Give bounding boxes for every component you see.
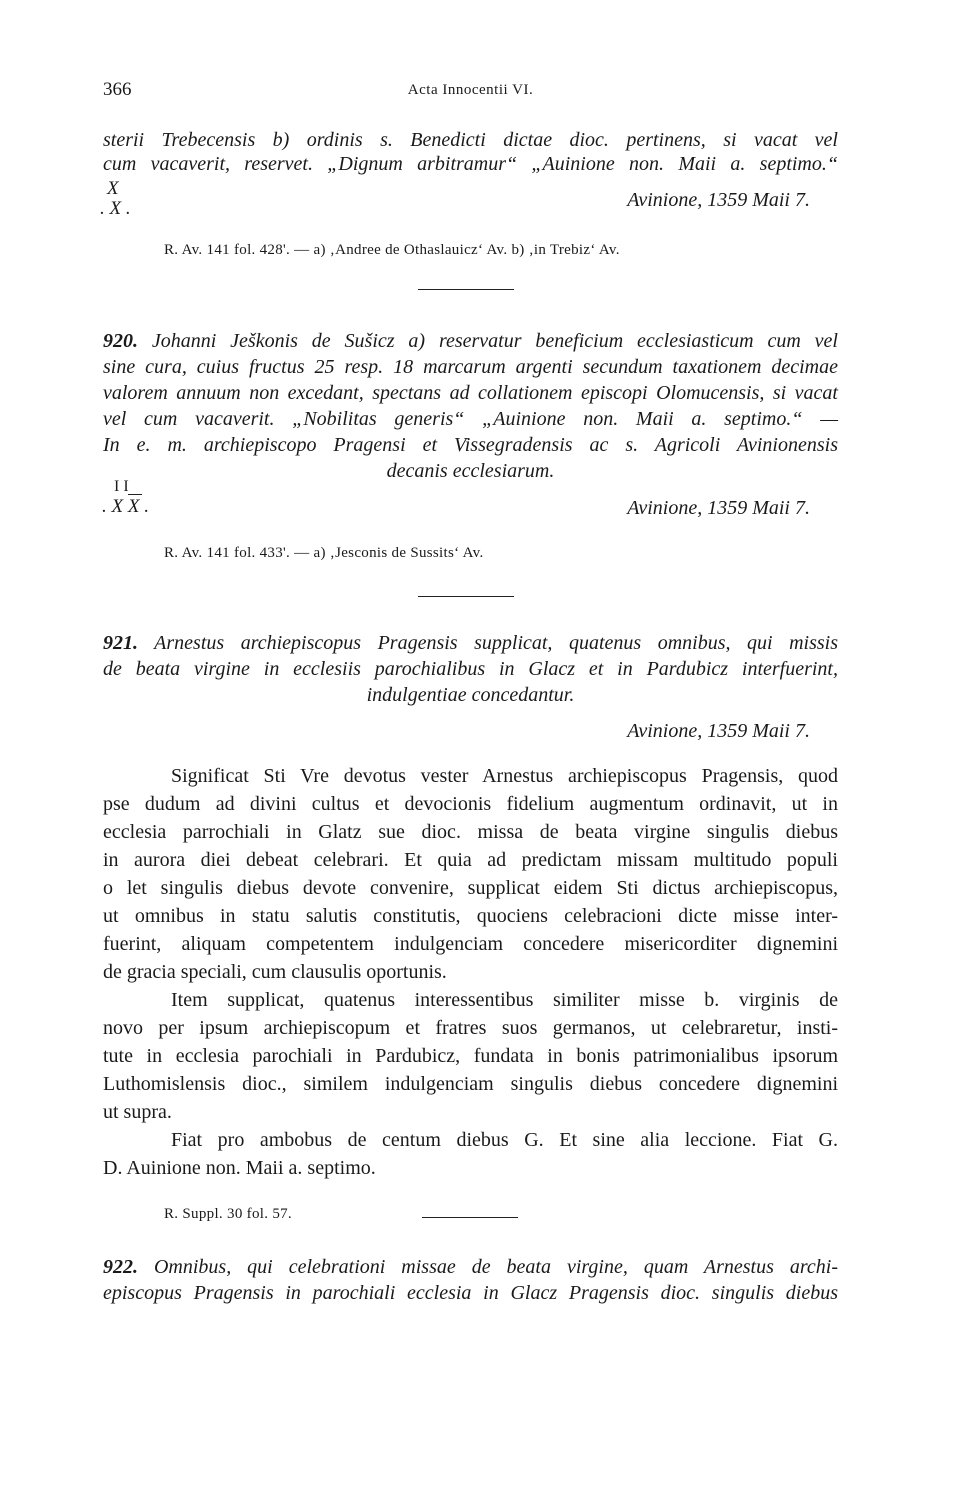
entry-922-heading-line-2: episcopus Pragensis in parochiali ecclesia in Glacz Pragensis dioc. singulis diebus [103, 1282, 838, 1304]
entry-919-line-2: cum vacaverit, reservet. „Dignum arbitramur“ „Auinione non. Maii a. septimo.“ [103, 153, 838, 175]
body-line: ut omnibus in statu salutis constitutis, quociens celebracioni dicte misse inter- [103, 905, 838, 927]
chancery-mark-bottom: . X . [100, 198, 131, 219]
body-line: Significat Sti Vre devotus vester Arnestus archiepiscopus Pragensis, quod [171, 765, 838, 787]
body-line: ecclesia parrochiali in Glatz sue dioc. missa de beata virgine singulis diebus [103, 821, 838, 843]
section-divider [418, 596, 514, 597]
body-line: ut supra. [103, 1101, 172, 1123]
body-line: Luthomislensis dioc., similem indulgenciam singulis diebus concedere dignemini [103, 1073, 838, 1095]
entry-919-line-1: sterii Trebecensis b) ordinis s. Benedicti dictae dioc. pertinens, si vacat vel [103, 129, 838, 151]
body-line: o let singulis diebus devote convenire, supplicat eidem Sti dictus archiepiscopus, [103, 877, 838, 899]
entry-number: 922. [103, 1256, 138, 1278]
chancery-mark-rule [128, 494, 142, 495]
entry-920-text: Johanni Ješkonis de Sušicz a) reservatur beneficium ecclesiasticum cum vel [151, 330, 838, 352]
entry-920-heading-line-5: In e. m. archiepiscopo Pragensi et Vissegradensis ac s. Agricoli Avinionensis [103, 434, 838, 456]
body-line: D. Auinione non. Maii a. septimo. [103, 1157, 376, 1179]
entry-920-heading-line-6: decanis ecclesiarum. [386, 460, 555, 482]
entry-920-heading-line-3: valorem annuum non excedant, spectans ad collationem episcopi Olomucensis, si vacat [103, 382, 838, 404]
entry-920-heading-line-2: sine cura, cuius fructus 25 resp. 18 marcarum argenti secundum taxationem decimae [103, 356, 838, 378]
body-line: de gracia speciali, cum clausulis oportunis. [103, 961, 447, 983]
entry-921-text: Arnestus archiepiscopus Pragensis supplicat, quatenus omnibus, qui missis [154, 632, 838, 654]
body-line: Item supplicat, quatenus interessentibus similiter misse b. virginis de [171, 989, 838, 1011]
entry-922-text: Omnibus, qui celebrationi missae de beata virgine, quam Arnestus archi- [153, 1256, 838, 1278]
entry-number: 921. [103, 632, 138, 654]
entry-921-heading-line-3: indulgentiae concedantur. [366, 684, 575, 706]
body-line: pse dudum ad divini cultus et devocionis fidelium augmentum ordinavit, ut in [103, 793, 838, 815]
body-line: Fiat pro ambobus de centum diebus G. Et sine alia leccione. Fiat G. [171, 1129, 838, 1151]
body-line: novo per ipsum archiepiscopum et fratres suos germanos, ut celebraretur, insti- [103, 1017, 838, 1039]
entry-920-source: R. Av. 141 fol. 433'. — a) ‚Jesconis de Sussits‘ Av. [164, 545, 484, 561]
chancery-mark-top: X [107, 178, 119, 199]
body-line: fuerint, aliquam competentem indulgenciam concedere misericorditer dignemini [103, 933, 838, 955]
body-line: tute in ecclesia parochiali in Pardubicz, fundata in bonis patrimonialibus ipsorum [103, 1045, 838, 1067]
entry-921-date: Avinione, 1359 Maii 7. [627, 720, 810, 742]
page-number: 366 [103, 79, 132, 100]
entry-920-date: Avinione, 1359 Maii 7. [627, 497, 810, 519]
running-title: Acta Innocentii VI. [407, 82, 534, 98]
chancery-mark-top: I I [114, 478, 129, 495]
entry-921-source: R. Suppl. 30 fol. 57. [164, 1206, 292, 1222]
chancery-mark-bottom: . X X . [102, 496, 149, 517]
entry-921-heading-line-2: de beata virgine in ecclesiis parochialibus in Glacz et in Pardubicz interfuerint, [103, 658, 838, 680]
entry-920-heading-line-1 [103, 329, 838, 353]
entry-922-heading-line-1 [103, 1255, 838, 1279]
entry-921-heading-line-1 [103, 631, 838, 655]
entry-920-heading-line-4: vel cum vacaverit. „Nobilitas generis“ „Auinione non. Maii a. septimo.“ — [103, 408, 838, 430]
body-line: in aurora diei debeat celebrari. Et quia ad predictam missam multitudo populi [103, 849, 838, 871]
entry-number: 920. [103, 330, 138, 352]
entry-919-date: Avinione, 1359 Maii 7. [627, 189, 810, 211]
section-divider [422, 1217, 518, 1218]
entry-919-source: R. Av. 141 fol. 428'. — a) ‚Andree de Othaslauicz‘ Av. b) ‚in Trebiz‘ Av. [164, 242, 620, 258]
section-divider [418, 289, 514, 290]
